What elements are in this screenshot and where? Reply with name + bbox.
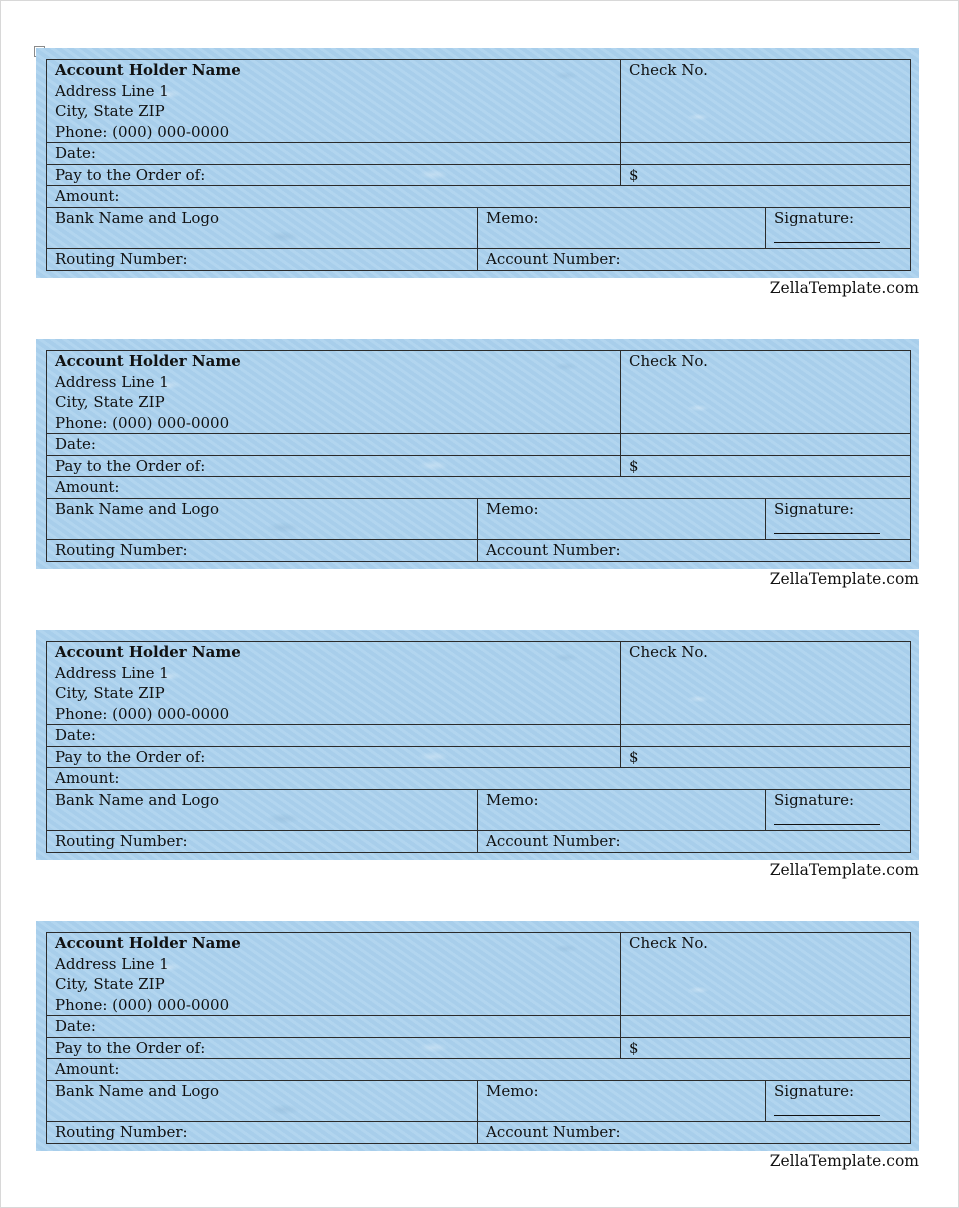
memo-cell[interactable] [478,1080,766,1121]
date-cell[interactable] [47,143,621,165]
amount-label: Amount: [55,187,120,205]
amount-cell[interactable] [47,1059,911,1081]
bank-name-cell[interactable] [47,1080,478,1121]
phone: Phone: (000) 000-0000 [55,995,230,1014]
footer-credit: ZellaTemplate.com [769,279,919,297]
signature-label: Signature: [774,499,855,518]
memo-cell[interactable] [478,207,766,248]
account-number-label: Account Number: [486,831,621,850]
dollar-sign: $ [629,747,639,766]
check-3 [36,630,919,879]
signature-line [774,238,880,243]
pay-to-cell[interactable] [47,455,621,477]
account-number-cell[interactable] [478,1121,911,1143]
dollar-sign: $ [629,165,639,184]
check-no-cell[interactable] [621,60,911,143]
account-holder-name: Account Holder Name [55,352,241,370]
check-no-label: Check No. [629,61,708,79]
account-number-cell[interactable] [478,830,911,852]
account-number-cell[interactable] [478,248,911,270]
footer-credit: ZellaTemplate.com [769,1152,919,1170]
memo-cell[interactable] [478,789,766,830]
routing-label: Routing Number: [55,1122,188,1141]
pay-to-label: Pay to the Order of: [55,747,206,766]
bank-name-label: Bank Name and Logo [55,790,220,809]
account-holder-cell[interactable] [47,60,621,143]
date-label: Date: [55,1017,96,1035]
city-state-zip: City, State ZIP [55,102,165,120]
bank-name-cell[interactable] [47,498,478,539]
phone: Phone: (000) 000-0000 [55,122,230,141]
check-no-cell[interactable] [621,933,911,1016]
routing-cell[interactable] [47,539,478,561]
routing-label: Routing Number: [55,831,188,850]
city-state-zip: City, State ZIP [55,975,165,993]
city-state-zip: City, State ZIP [55,684,165,702]
date-cell[interactable] [47,725,621,747]
date-label: Date: [55,435,96,453]
signature-label: Signature: [774,208,855,227]
dollar-amount-cell[interactable] [621,455,911,477]
signature-line [774,820,880,825]
bank-name-cell[interactable] [47,207,478,248]
account-holder-name: Account Holder Name [55,934,241,952]
check-no-label: Check No. [629,643,708,661]
account-number-label: Account Number: [486,249,621,268]
bank-name-cell[interactable] [47,789,478,830]
check-1 [36,48,919,297]
phone: Phone: (000) 000-0000 [55,413,230,432]
date-value-cell[interactable] [621,725,911,747]
routing-cell[interactable] [47,830,478,852]
check-no-cell[interactable] [621,642,911,725]
routing-label: Routing Number: [55,540,188,559]
memo-cell[interactable] [478,498,766,539]
footer-credit: ZellaTemplate.com [769,861,919,879]
address-line-1: Address Line 1 [55,372,169,391]
date-cell[interactable] [47,1016,621,1038]
amount-cell[interactable] [47,768,911,790]
signature-label: Signature: [774,1081,855,1100]
date-label: Date: [55,726,96,744]
memo-label: Memo: [486,790,539,809]
amount-cell[interactable] [47,186,911,208]
signature-cell[interactable] [766,789,911,830]
city-state-zip: City, State ZIP [55,393,165,411]
pay-to-label: Pay to the Order of: [55,165,206,184]
dollar-sign: $ [629,456,639,475]
check-table [46,59,911,271]
account-number-label: Account Number: [486,540,621,559]
account-holder-cell[interactable] [47,933,621,1016]
signature-cell[interactable] [766,207,911,248]
pay-to-cell[interactable] [47,164,621,186]
signature-cell[interactable] [766,498,911,539]
account-holder-name: Account Holder Name [55,61,241,79]
check-no-label: Check No. [629,934,708,952]
routing-cell[interactable] [47,1121,478,1143]
check-no-label: Check No. [629,352,708,370]
routing-label: Routing Number: [55,249,188,268]
dollar-sign: $ [629,1038,639,1057]
memo-label: Memo: [486,1081,539,1100]
signature-line [774,1111,880,1116]
check-2 [36,339,919,588]
footer-credit: ZellaTemplate.com [769,570,919,588]
bank-name-label: Bank Name and Logo [55,208,220,227]
amount-label: Amount: [55,769,120,787]
check-table [46,641,911,853]
account-number-cell[interactable] [478,539,911,561]
dollar-amount-cell[interactable] [621,164,911,186]
pay-to-label: Pay to the Order of: [55,1038,206,1057]
date-value-cell[interactable] [621,434,911,456]
address-line-1: Address Line 1 [55,954,169,973]
signature-cell[interactable] [766,1080,911,1121]
account-holder-cell[interactable] [47,351,621,434]
account-holder-cell[interactable] [47,642,621,725]
memo-label: Memo: [486,499,539,518]
memo-label: Memo: [486,208,539,227]
check-4 [36,921,919,1170]
dollar-amount-cell[interactable] [621,1037,911,1059]
check-table [46,932,911,1144]
account-number-label: Account Number: [486,1122,621,1141]
routing-cell[interactable] [47,248,478,270]
date-cell[interactable] [47,434,621,456]
pay-to-cell[interactable] [47,746,621,768]
check-no-cell[interactable] [621,351,911,434]
bank-name-label: Bank Name and Logo [55,1081,220,1100]
date-label: Date: [55,144,96,162]
account-holder-name: Account Holder Name [55,643,241,661]
dollar-amount-cell[interactable] [621,746,911,768]
amount-label: Amount: [55,478,120,496]
pay-to-cell[interactable] [47,1037,621,1059]
date-value-cell[interactable] [621,143,911,165]
date-value-cell[interactable] [621,1016,911,1038]
pay-to-label: Pay to the Order of: [55,456,206,475]
address-line-1: Address Line 1 [55,663,169,682]
signature-line [774,529,880,534]
bank-name-label: Bank Name and Logo [55,499,220,518]
check-table [46,350,911,562]
address-line-1: Address Line 1 [55,81,169,100]
amount-cell[interactable] [47,477,911,499]
phone: Phone: (000) 000-0000 [55,704,230,723]
amount-label: Amount: [55,1060,120,1078]
signature-label: Signature: [774,790,855,809]
